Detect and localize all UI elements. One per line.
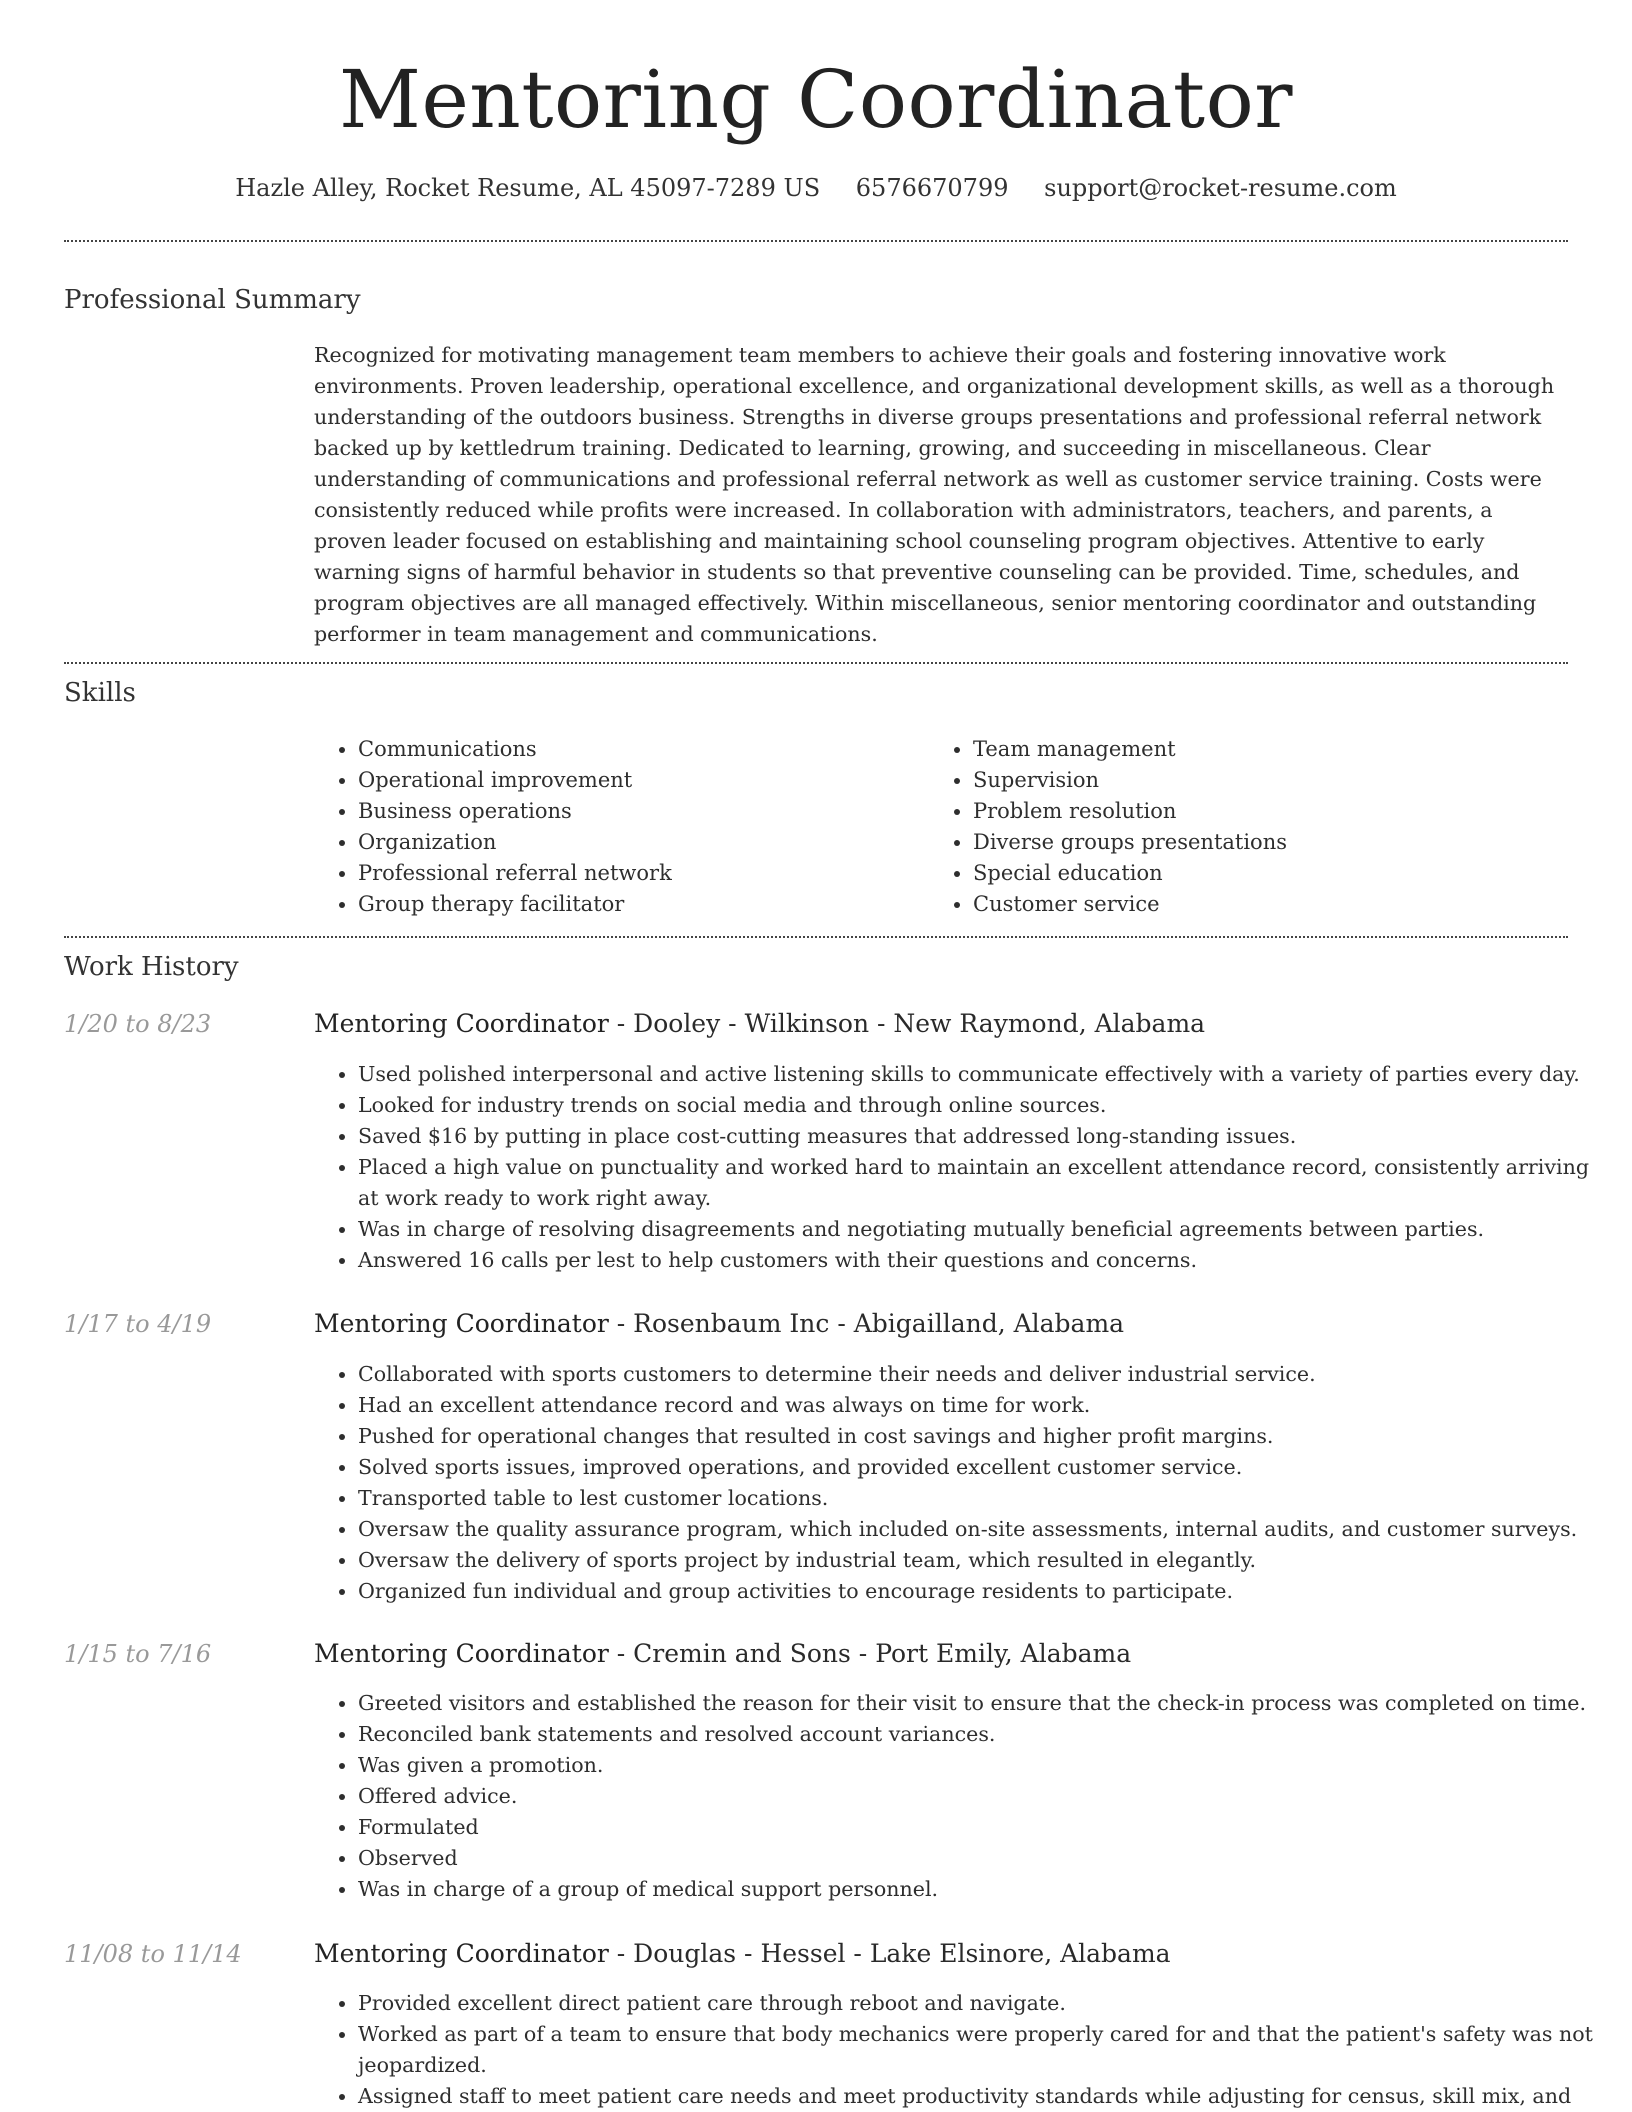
skills-list-right [929, 734, 1287, 920]
job-dates: 1/15 to 7/16 [64, 1640, 212, 1668]
job-bullet: • Saved $16 by putting in place cost-cutting measures that addressed long-standing issues. [358, 1121, 1612, 1152]
job-bullets [314, 1359, 1612, 1607]
job-bullet: • Transported table to lest customer locations. [358, 1483, 1612, 1514]
header-divider [64, 240, 1568, 242]
contact-address: Hazle Alley, Rocket Resume, AL 45097-7289 US [235, 174, 821, 202]
skill-item: • Diverse groups presentations [973, 827, 1287, 858]
skills-divider [64, 936, 1568, 938]
job-employer: - Rosenbaum Inc - Abigailland, Alabama [608, 1309, 1125, 1338]
job-bullet: • Offered advice. [358, 1781, 1612, 1812]
job-employer: - Cremin and Sons - Port Emily, Alabama [608, 1639, 1132, 1668]
job-bullets [314, 1988, 1612, 2112]
candidate-name: Mentoring Coordinator [339, 53, 1293, 146]
job-bullet: • Solved sports issues, improved operations, and provided excellent customer service. [358, 1452, 1612, 1483]
job-dates: 1/20 to 8/23 [64, 1010, 212, 1038]
job-bullet: • Pushed for operational changes that resulted in cost savings and higher profit margins. [358, 1421, 1612, 1452]
skills-list-left [314, 734, 672, 920]
summary-heading: Professional Summary [64, 285, 361, 315]
job-bullet: • Greeted visitors and established the reason for their visit to ensure that the check-in process was completed on time. [358, 1688, 1612, 1719]
job-role: Mentoring Coordinator [314, 1009, 609, 1038]
job-bullets [314, 1059, 1612, 1276]
job-role: Mentoring Coordinator [314, 1639, 609, 1668]
work-history-heading: Work History [64, 952, 239, 982]
job-bullet: • Oversaw the quality assurance program, which included on-site assessments, internal audits, and customer surveys. [358, 1514, 1612, 1545]
job-bullet: • Looked for industry trends on social media and through online sources. [358, 1090, 1612, 1121]
skill-item: • Supervision [973, 765, 1287, 796]
job-bullet: • Placed a high value on punctuality and worked hard to maintain an excellent attendance record, consistently arriving at work ready to work right away. [358, 1152, 1612, 1214]
skill-item: • Team management [973, 734, 1287, 765]
skill-item: • Communications [358, 734, 672, 765]
job-bullet: • Reconciled bank statements and resolved account variances. [358, 1719, 1612, 1750]
skill-item: • Customer service [973, 889, 1287, 920]
job-bullet: • Observed [358, 1843, 1612, 1874]
job-title [314, 1938, 1171, 1970]
job-bullet: • Was in charge of resolving disagreements and negotiating mutually beneficial agreements between parties. [358, 1214, 1612, 1245]
skills-heading: Skills [64, 678, 136, 708]
skill-item: • Operational improvement [358, 765, 672, 796]
job-bullet: • Assigned staff to meet patient care needs and meet productivity standards while adjusting for census, skill mix, and [358, 2081, 1612, 2112]
job-title [314, 1008, 1205, 1040]
job-bullet: • Used polished interpersonal and active listening skills to communicate effectively with a variety of parties every day. [358, 1059, 1612, 1090]
job-bullet: • Worked as part of a team to ensure that body mechanics were properly cared for and that the patient's safety was not jeopardized. [358, 2019, 1612, 2081]
skill-item: • Special education [973, 858, 1287, 889]
job-bullet: • Was given a promotion. [358, 1750, 1612, 1781]
summary-divider [64, 662, 1568, 664]
job-title [314, 1308, 1124, 1340]
job-bullet: • Oversaw the delivery of sports project by industrial team, which resulted in elegantly. [358, 1545, 1612, 1576]
skill-item: • Organization [358, 827, 672, 858]
job-bullet: • Organized fun individual and group activities to encourage residents to participate. [358, 1576, 1612, 1607]
skill-item: • Group therapy facilitator [358, 889, 672, 920]
skill-item: • Business operations [358, 796, 672, 827]
job-bullets [314, 1688, 1612, 1905]
job-title [314, 1638, 1131, 1670]
job-dates: 1/17 to 4/19 [64, 1310, 212, 1338]
job-bullet: • Formulated [358, 1812, 1612, 1843]
skill-item: • Problem resolution [973, 796, 1287, 827]
job-dates: 11/08 to 11/14 [64, 1940, 242, 1968]
job-employer: - Douglas - Hessel - Lake Elsinore, Alabama [608, 1939, 1171, 1968]
job-bullet: • Answered 16 calls per lest to help customers with their questions and concerns. [358, 1245, 1612, 1276]
summary-text: Recognized for motivating management team members to achieve their goals and fostering innovative work environments. Proven leadership, operational excellence, and organizational development skills, as well as a thorough understanding of the outdoors business. Strengths in diverse groups presentations and professional referral network backed up by kettledrum training. Dedicated to learning, growing, and succeeding in miscellaneous. Clear understanding of communications and professional referral network as well as customer service training. Costs were consistently reduced while profits were increased. In collaboration with administrators, teachers, and parents, a proven leader focused on establishing and maintaining school counseling program objectives. Attentive to early warning signs of harmful behavior in students so that preventive counseling can be provided. Time, schedules, and program objectives are all managed effectively. Within miscellaneous, senior mentoring coordinator and outstanding performer in team management and communications. [314, 343, 1555, 646]
job-bullet: • Collaborated with sports customers to determine their needs and deliver industrial service. [358, 1359, 1612, 1390]
job-role: Mentoring Coordinator [314, 1309, 609, 1338]
contact-email: support@rocket-resume.com [1044, 174, 1397, 202]
contact-line [0, 172, 1632, 204]
job-employer: - Dooley - Wilkinson - New Raymond, Alabama [608, 1009, 1206, 1038]
job-role: Mentoring Coordinator [314, 1939, 609, 1968]
skill-item: • Professional referral network [358, 858, 672, 889]
job-bullet: • Was in charge of a group of medical support personnel. [358, 1874, 1612, 1905]
job-bullet: • Had an excellent attendance record and was always on time for work. [358, 1390, 1612, 1421]
contact-phone: 6576670799 [855, 174, 1009, 202]
job-bullet: • Provided excellent direct patient care through reboot and navigate. [358, 1988, 1612, 2019]
